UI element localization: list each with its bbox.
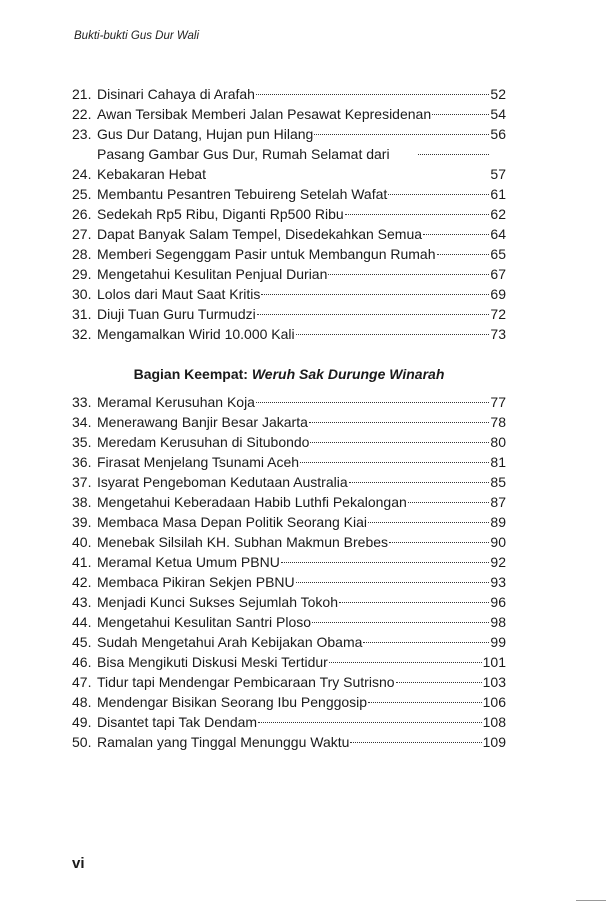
toc-list-part-four: [72, 392, 506, 752]
entry-title-wrap: [97, 324, 490, 344]
dot-leader: [363, 641, 489, 643]
dot-leader: [389, 541, 489, 543]
entry-number: 33.: [72, 394, 92, 410]
entry-title: Meredam Kerusuhan di Situbondo: [97, 434, 310, 450]
entry-page-number: 85: [490, 474, 506, 490]
entry-title: Sudah Mengetahui Arah Kebijakan Obama: [97, 634, 363, 650]
toc-entry: [72, 572, 506, 592]
entry-title: Pasang Gambar Gus Dur, Rumah Selamat dari Kebakaran Hebat: [97, 146, 390, 182]
dot-leader: [329, 661, 482, 663]
entry-title-wrap: [97, 104, 490, 124]
toc-entry: [72, 124, 506, 144]
entry-number: 49.: [72, 714, 92, 730]
entry-number: 36.: [72, 454, 92, 470]
dot-leader: [432, 113, 489, 115]
entry-number: 44.: [72, 614, 92, 630]
entry-title-wrap: [97, 632, 490, 652]
toc-entry: [72, 692, 506, 712]
entry-number: 32.: [72, 326, 92, 342]
dot-leader: [314, 133, 489, 135]
toc-entry: [72, 612, 506, 632]
entry-title: Awan Tersibak Memberi Jalan Pesawat Kepresidenan: [97, 106, 432, 122]
entry-title-wrap: [97, 224, 490, 244]
entry-title: Mengetahui Keberadaan Habib Luthfi Pekalongan: [97, 494, 407, 510]
entry-title: Disinari Cahaya di Arafah: [97, 86, 255, 102]
entry-title-wrap: [97, 612, 490, 632]
entry-title-wrap: [97, 412, 490, 432]
dot-leader: [312, 621, 489, 623]
toc-entry: [72, 324, 506, 344]
entry-title: Bisa Mengikuti Diskusi Meski Tertidur: [97, 654, 328, 670]
entry-title-wrap: [97, 284, 490, 304]
toc-entry: [72, 672, 506, 692]
entry-title: Membaca Pikiran Sekjen PBNU: [97, 574, 295, 590]
dot-leader: [257, 313, 490, 315]
toc-entry: [72, 224, 506, 244]
entry-title-wrap: [97, 592, 490, 612]
toc-entry: [72, 712, 506, 732]
entry-title-wrap: [97, 732, 483, 752]
dot-leader: [408, 501, 490, 503]
toc-entry: [72, 732, 506, 752]
entry-title: Mengetahui Kesulitan Penjual Durian: [97, 266, 328, 282]
section-label: Bagian Keempat:: [133, 366, 248, 382]
dot-leader: [345, 213, 490, 215]
toc-entry: [72, 392, 506, 412]
dot-leader: [339, 601, 489, 603]
page-number: vi: [72, 855, 85, 872]
toc-entry: [72, 104, 506, 124]
entry-page-number: 109: [482, 734, 506, 750]
entry-title-wrap: [97, 392, 490, 412]
entry-page-number: 78: [490, 414, 506, 430]
entry-title-wrap: [97, 264, 490, 284]
entry-page-number: 106: [482, 694, 506, 710]
dot-leader: [368, 701, 482, 703]
dot-leader: [296, 581, 490, 583]
entry-title-wrap: [97, 532, 490, 552]
entry-title-wrap: [97, 204, 490, 224]
dot-leader: [349, 481, 490, 483]
entry-number: 41.: [72, 554, 92, 570]
entry-number: 45.: [72, 634, 92, 650]
entry-title: Meramal Ketua Umum PBNU: [97, 554, 280, 570]
entry-page-number: 101: [482, 654, 506, 670]
entry-number: 28.: [72, 246, 92, 262]
entry-page-number: 64: [490, 226, 506, 242]
toc-entry: [72, 512, 506, 532]
entry-title: Disantet tapi Tak Dendam: [97, 714, 258, 730]
entry-number: 48.: [72, 694, 92, 710]
entry-page-number: 69: [490, 286, 506, 302]
entry-number: 50.: [72, 734, 92, 750]
entry-title-wrap: [97, 124, 490, 144]
entry-title: Diuji Tuan Guru Turmudzi: [97, 306, 256, 322]
entry-title: Mengamalkan Wirid 10.000 Kali: [97, 326, 295, 342]
toc-entry: [72, 652, 506, 672]
dot-leader: [368, 521, 489, 523]
entry-title-wrap: [97, 304, 490, 324]
running-header: Bukti-bukti Gus Dur Wali: [74, 30, 200, 42]
entry-title: Firasat Menjelang Tsunami Aceh: [97, 454, 300, 470]
entry-title: Menebak Silsilah KH. Subhan Makmun Brebes: [97, 534, 389, 550]
entry-title: Dapat Banyak Salam Tempel, Disedekahkan Semua: [97, 226, 423, 242]
entry-title: Lolos dari Maut Saat Kritis: [97, 286, 261, 302]
toc-entry: [72, 304, 506, 324]
entry-title: Sedekah Rp5 Ribu, Diganti Rp500 Ribu: [97, 206, 344, 222]
dot-leader: [418, 153, 489, 155]
toc-entry: [72, 184, 506, 204]
entry-page-number: 80: [490, 434, 506, 450]
dot-leader: [309, 421, 490, 423]
dot-leader: [350, 741, 481, 743]
entry-title: Tidur tapi Mendengar Pembicaraan Try Sutrisno: [97, 674, 395, 690]
toc-entry: [72, 472, 506, 492]
toc-entry: [72, 492, 506, 512]
entry-page-number: 99: [490, 634, 506, 650]
entry-page-number: 77: [490, 394, 506, 410]
entry-page-number: 57: [490, 166, 506, 182]
entry-number: 46.: [72, 654, 92, 670]
toc-entry: [72, 264, 506, 284]
entry-page-number: 108: [482, 714, 506, 730]
entry-title: Memberi Segenggam Pasir untuk Membangun Rumah: [97, 246, 436, 262]
toc-entry: [72, 592, 506, 612]
entry-number: 42.: [72, 574, 92, 590]
entry-title-wrap: [97, 672, 483, 692]
toc-entry: [72, 532, 506, 552]
entry-page-number: 56: [490, 126, 506, 142]
entry-page-number: 65: [490, 246, 506, 262]
toc-entry: [72, 412, 506, 432]
entry-title: Isyarat Pengeboman Kedutaan Australia: [97, 474, 348, 490]
dot-leader: [310, 441, 489, 443]
dot-leader: [261, 293, 489, 295]
entry-number: 47.: [72, 674, 92, 690]
entry-number: 40.: [72, 534, 92, 550]
entry-number: 34.: [72, 414, 92, 430]
toc-entry: [72, 244, 506, 264]
entry-title: Meramal Kerusuhan Koja: [97, 394, 255, 410]
entry-number: 29.: [72, 266, 92, 282]
section-heading: [72, 366, 506, 382]
entry-number: 37.: [72, 474, 92, 490]
entry-page-number: 81: [490, 454, 506, 470]
entry-number: 31.: [72, 306, 92, 322]
entry-page-number: 93: [490, 574, 506, 590]
entry-page-number: 67: [490, 266, 506, 282]
entry-title: Gus Dur Datang, Hujan pun Hilang: [97, 126, 314, 142]
entry-number: 30.: [72, 286, 92, 302]
toc-entry: [72, 144, 506, 184]
entry-page-number: 54: [490, 106, 506, 122]
entry-page-number: 87: [490, 494, 506, 510]
entry-page-number: 61: [490, 186, 506, 202]
toc-entry: [72, 204, 506, 224]
entry-number: 21.: [72, 86, 92, 102]
entry-title: Mengetahui Kesulitan Santri Ploso: [97, 614, 312, 630]
entry-number: 22.: [72, 106, 92, 122]
entry-page-number: 90: [490, 534, 506, 550]
section-subtitle: Weruh Sak Durunge Winarah: [251, 366, 445, 382]
toc-entry: [72, 432, 506, 452]
entry-title: Menjadi Kunci Sukses Sejumlah Tokoh: [97, 594, 338, 610]
entry-title-wrap: [97, 572, 490, 592]
entry-page-number: 96: [490, 594, 506, 610]
entry-title-wrap: [97, 692, 483, 712]
dot-leader: [328, 273, 489, 275]
entry-title: Menerawang Banjir Besar Jakarta: [97, 414, 308, 430]
toc-entry: [72, 284, 506, 304]
dot-leader: [296, 333, 490, 335]
dot-leader: [256, 401, 489, 403]
corner-rule: [576, 900, 606, 901]
entry-title-wrap: [97, 84, 490, 104]
entry-title-wrap: [97, 432, 490, 452]
entry-title: Mendengar Bisikan Seorang Ibu Penggosip: [97, 694, 368, 710]
entry-page-number: 72: [490, 306, 506, 322]
entry-page-number: 52: [490, 86, 506, 102]
dot-leader: [300, 461, 489, 463]
toc-entry: [72, 632, 506, 652]
entry-title: Membaca Masa Depan Politik Seorang Kiai: [97, 514, 368, 530]
dot-leader: [437, 253, 490, 255]
dot-leader: [396, 681, 482, 683]
entry-number: 39.: [72, 514, 92, 530]
dot-leader: [388, 193, 489, 195]
entry-title-wrap: [97, 144, 490, 184]
entry-title-wrap: [97, 552, 490, 572]
entry-title: Membantu Pesantren Tebuireng Setelah Wafat: [97, 186, 388, 202]
entry-title-wrap: [97, 472, 490, 492]
entry-page-number: 73: [490, 326, 506, 342]
entry-number: 43.: [72, 594, 92, 610]
entry-number: 26.: [72, 206, 92, 222]
toc-entry: [72, 84, 506, 104]
entry-page-number: 98: [490, 614, 506, 630]
entry-page-number: 92: [490, 554, 506, 570]
toc-list-part-three: [72, 84, 506, 344]
entry-page-number: 89: [490, 514, 506, 530]
entry-title-wrap: [97, 452, 490, 472]
entry-page-number: 103: [482, 674, 506, 690]
entry-number: 25.: [72, 186, 92, 202]
entry-title: Ramalan yang Tinggal Menunggu Waktu: [97, 734, 350, 750]
entry-page-number: 62: [490, 206, 506, 222]
entry-number: 23.: [72, 126, 92, 142]
toc-entry: [72, 452, 506, 472]
toc-entry: [72, 552, 506, 572]
entry-title-wrap: [97, 512, 490, 532]
entry-title-wrap: [97, 492, 490, 512]
dot-leader: [281, 561, 490, 563]
entry-number: 35.: [72, 434, 92, 450]
dot-leader: [423, 233, 489, 235]
entry-title-wrap: [97, 184, 490, 204]
entry-title-wrap: [97, 244, 490, 264]
dot-leader: [258, 721, 482, 723]
entry-number: 38.: [72, 494, 92, 510]
entry-number: 24.: [72, 166, 92, 182]
entry-title-wrap: [97, 712, 483, 732]
entry-number: 27.: [72, 226, 92, 242]
entry-title-wrap: [97, 652, 483, 672]
dot-leader: [256, 93, 489, 95]
